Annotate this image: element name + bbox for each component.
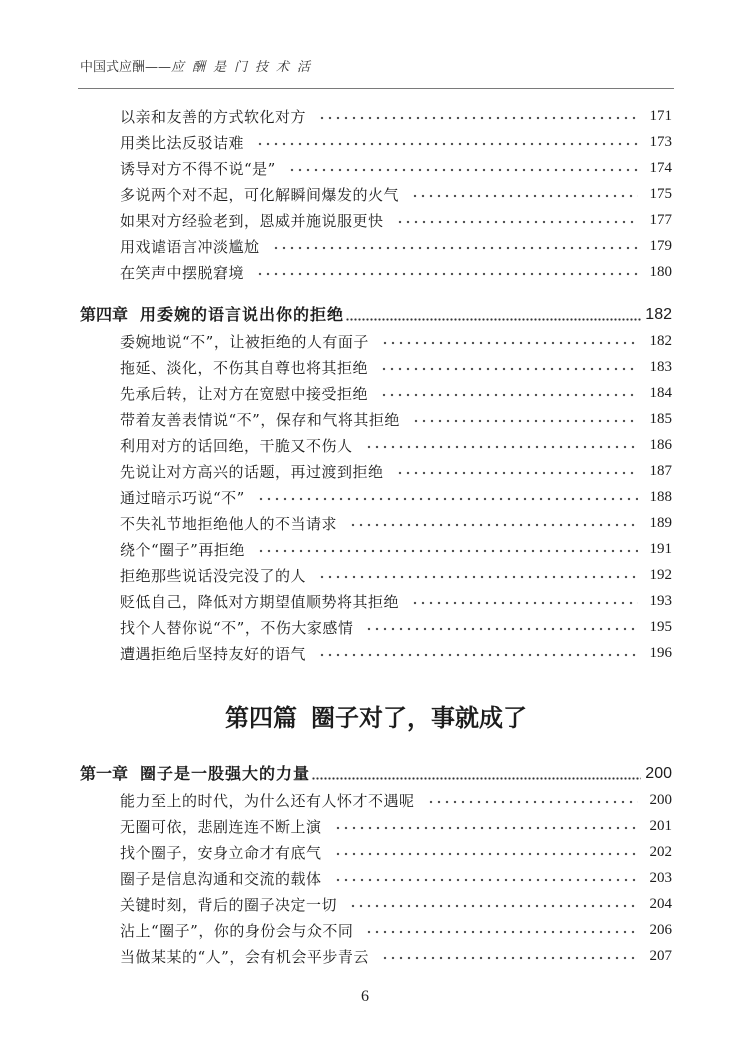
toc-entry <box>80 354 672 380</box>
dot-leader <box>259 497 638 501</box>
page-ref: 179 <box>649 237 672 254</box>
entry-title: 贬低自己，降低对方期望值顺势将其拒绝 <box>120 592 400 611</box>
entry-title: 沾上“圈子”，你的身份会与众不同 <box>120 921 354 940</box>
toc-entry <box>80 865 672 891</box>
entry-title: 当做某某的“人”，会有机会平步青云 <box>120 947 369 966</box>
dot-leader <box>398 471 638 475</box>
toc-entry <box>80 787 672 813</box>
page-ref: 188 <box>649 488 672 505</box>
book-subtitle: 应酬是门技术活 <box>171 60 319 75</box>
chapter-heading <box>80 761 672 787</box>
entry-title: 委婉地说“不”，让被拒绝的人有面子 <box>120 332 369 351</box>
entry-title: 拖延、淡化，不伤其自尊也将其拒绝 <box>120 358 369 377</box>
toc-entry <box>80 943 672 969</box>
dot-leader <box>320 653 637 657</box>
toc-entry <box>80 917 672 943</box>
toc-entry <box>80 328 672 354</box>
chapter-section <box>80 302 672 666</box>
part-label: 第四篇 <box>225 703 297 732</box>
toc-entry <box>80 380 672 406</box>
dot-leader <box>383 341 638 345</box>
toc-entry <box>80 640 672 666</box>
toc-entry <box>80 181 672 207</box>
dot-leader <box>429 800 638 804</box>
entry-title: 诱导对方不得不说“是” <box>120 159 276 178</box>
toc-entry <box>80 259 672 285</box>
entry-title: 圈子是信息沟通和交流的载体 <box>120 869 322 888</box>
page-ref: 177 <box>649 211 672 228</box>
chapter-section <box>80 761 672 969</box>
page-ref: 174 <box>649 159 672 176</box>
dot-leader <box>346 318 641 321</box>
entry-title: 用戏谑语言冲淡尴尬 <box>120 237 260 256</box>
page-ref: 204 <box>649 895 672 912</box>
entry-title: 先承后转，让对方在宽慰中接受拒绝 <box>120 384 369 403</box>
toc-entry <box>80 406 672 432</box>
dot-leader <box>290 168 638 172</box>
entry-title: 能力至上的时代，为什么还有人怀才不遇呢 <box>120 791 415 810</box>
entry-title: 找个人替你说“不”，不伤大家感情 <box>120 618 354 637</box>
toc-entry-list <box>80 328 672 666</box>
page-ref: 185 <box>649 410 672 427</box>
dot-leader <box>351 904 637 908</box>
toc-entry <box>80 129 672 155</box>
page-ref: 192 <box>649 566 672 583</box>
dot-leader <box>336 852 638 856</box>
chapter-title: 圈子是一股强大的力量 <box>140 764 311 783</box>
entry-title: 先说让对方高兴的话题，再过渡到拒绝 <box>120 462 384 481</box>
chapter-page-ref: 182 <box>645 306 672 323</box>
page-ref: 191 <box>649 540 672 557</box>
chapter-label: 第一章 <box>80 764 129 783</box>
dot-leader <box>312 777 641 780</box>
dot-leader <box>367 445 638 449</box>
dot-leader <box>258 142 637 146</box>
book-title: 中国式应酬 <box>80 60 146 75</box>
entry-title: 如果对方经验老到，恩威并施说服更快 <box>120 211 384 230</box>
toc-entry <box>80 458 672 484</box>
page-ref: 206 <box>649 921 672 938</box>
page-number: 6 <box>361 988 369 1005</box>
page-ref: 182 <box>649 332 672 349</box>
page-ref: 187 <box>649 462 672 479</box>
page-ref: 203 <box>649 869 672 886</box>
entry-title: 带着友善表情说“不”，保存和气将其拒绝 <box>120 410 400 429</box>
dot-leader <box>320 575 637 579</box>
entry-title: 关键时刻，背后的圈子决定一切 <box>120 895 338 914</box>
toc-entry <box>80 614 672 640</box>
dot-leader <box>351 523 637 527</box>
running-head <box>80 58 318 78</box>
entry-title: 不失礼节地拒绝他人的不当请求 <box>120 514 338 533</box>
toc-entry <box>80 510 672 536</box>
dot-leader <box>398 220 638 224</box>
entry-title: 拒绝那些说话没完没了的人 <box>120 566 307 585</box>
dot-leader <box>382 367 637 371</box>
page-ref: 207 <box>649 947 672 964</box>
toc-entry <box>80 562 672 588</box>
dot-leader <box>367 930 637 934</box>
chapter-title: 用委婉的语言说出你的拒绝 <box>140 305 345 324</box>
dot-leader <box>320 116 637 120</box>
dot-leader <box>258 272 637 276</box>
toc-entry <box>80 588 672 614</box>
dot-leader <box>413 194 637 198</box>
page-ref: 186 <box>649 436 672 453</box>
chapter-label: 第四章 <box>80 305 129 324</box>
toc-entry-list <box>80 787 672 969</box>
page-ref: 202 <box>649 843 672 860</box>
toc-entry <box>80 155 672 181</box>
page-ref: 183 <box>649 358 672 375</box>
page-ref: 175 <box>649 185 672 202</box>
entry-title: 用类比法反驳诘难 <box>120 133 245 152</box>
toc-entry <box>80 207 672 233</box>
page-ref: 193 <box>649 592 672 609</box>
entry-title: 利用对方的话回绝，干脆又不伤人 <box>120 436 353 455</box>
toc-entry <box>80 103 672 129</box>
part-title: 圈子对了，事就成了 <box>311 703 527 732</box>
page-ref: 184 <box>649 384 672 401</box>
dot-leader <box>274 246 638 250</box>
page-ref: 173 <box>649 133 672 150</box>
page-ref: 180 <box>649 263 672 280</box>
toc-entry <box>80 233 672 259</box>
toc-entry-list <box>80 103 672 285</box>
toc-entry <box>80 484 672 510</box>
dot-leader <box>336 826 638 830</box>
dot-leader <box>259 549 638 553</box>
title-separator: —— <box>145 60 172 75</box>
dot-leader <box>382 393 637 397</box>
dot-leader <box>367 627 637 631</box>
dot-leader <box>336 878 638 882</box>
page-ref: 201 <box>649 817 672 834</box>
page-ref: 195 <box>649 618 672 635</box>
entry-title: 绕个“圈子”再拒绝 <box>120 540 245 559</box>
chapter-heading <box>80 302 672 328</box>
toc-entry <box>80 839 672 865</box>
header-rule <box>78 88 674 89</box>
chapter-page-ref: 200 <box>645 765 672 782</box>
page-ref: 189 <box>649 514 672 531</box>
dot-leader <box>383 956 638 960</box>
page-ref: 200 <box>649 791 672 808</box>
part-heading <box>80 703 672 733</box>
page-ref: 196 <box>649 644 672 661</box>
entry-title: 以亲和友善的方式软化对方 <box>120 107 307 126</box>
entry-title: 无圈可依，悲剧连连不断上演 <box>120 817 322 836</box>
entry-title: 通过暗示巧说“不” <box>120 488 245 507</box>
entry-title: 多说两个对不起，可化解瞬间爆发的火气 <box>120 185 400 204</box>
entry-title: 找个圈子，安身立命才有底气 <box>120 843 322 862</box>
dot-leader <box>413 601 637 605</box>
entry-title: 在笑声中摆脱窘境 <box>120 263 245 282</box>
toc-entry <box>80 813 672 839</box>
entry-title: 遭遇拒绝后坚持友好的语气 <box>120 644 307 663</box>
toc-entry <box>80 432 672 458</box>
dot-leader <box>414 419 638 423</box>
page-ref: 171 <box>649 107 672 124</box>
toc-entry <box>80 536 672 562</box>
toc-entry <box>80 891 672 917</box>
